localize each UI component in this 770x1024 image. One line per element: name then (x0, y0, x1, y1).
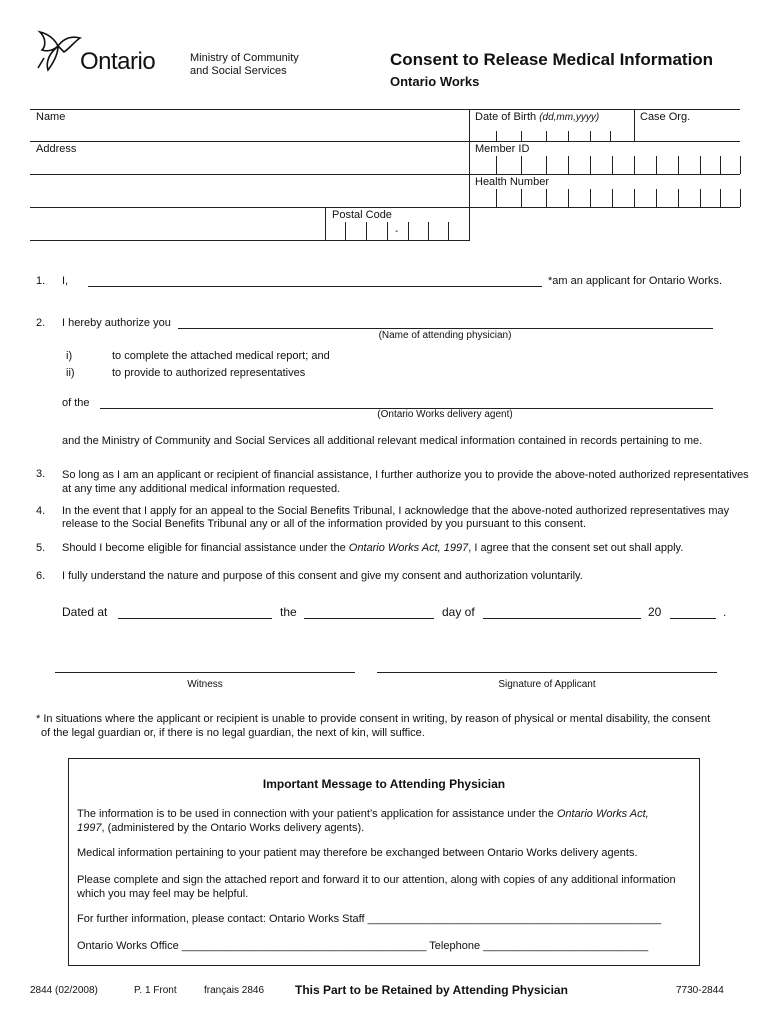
dob-label-text: Date of Birth (475, 111, 537, 123)
name-label: Name (36, 111, 66, 123)
message-p2: Medical information pertaining to your patient may therefore be exchanged between Ontario Works delivery agents. (77, 847, 638, 859)
item-1-i-label: I, (62, 275, 69, 287)
footer-code: 7730-2844 (676, 985, 724, 996)
trillium-icon (34, 28, 82, 74)
address-field[interactable] (30, 156, 468, 206)
item-4-text (62, 505, 729, 531)
item-2-number: 2. (36, 317, 46, 329)
roman-ii: ii) (66, 367, 75, 379)
of-the-label: of the (62, 397, 90, 409)
case-org-field[interactable] (635, 124, 739, 140)
footer-french: français 2846 (204, 985, 265, 996)
item-4-line1: In the event that I apply for an appeal to the Social Benefits Tribunal, I acknowledge that the above-noted authorized representatives may (62, 505, 730, 517)
message-p1-year: 1997 (77, 822, 102, 834)
day-field[interactable] (304, 618, 434, 619)
message-p4: For further information, please contact: Ontario Works Staff ________________________________________________ (77, 913, 662, 925)
day-of-label: day of (442, 605, 475, 619)
message-p3-line2: which you may feel may be helpful. (77, 888, 249, 900)
health-number-label: Health Number (475, 176, 549, 188)
item-1-text: *am an applicant for Ontario Works. (548, 275, 723, 287)
logo-text: Ontario (80, 48, 156, 75)
item-5-pre: Should I become eligible for financial assistance under the (62, 542, 349, 554)
footnote (36, 712, 710, 740)
dated-at-label: Dated at (62, 605, 108, 619)
the-label: the (280, 605, 297, 619)
footer-form-number: 2844 (02/2008) (30, 985, 98, 996)
footnote-line2: of the legal guardian or, if there is no legal guardian, the next of kin, will suffice. (41, 727, 425, 739)
roman-i: i) (66, 350, 73, 362)
page-subtitle: Ontario Works (390, 74, 480, 89)
page-title: Consent to Release Medical Information (390, 50, 714, 69)
item-3-line2: at any time any additional medical information requested. (62, 483, 341, 495)
message-p3-line1: Please complete and sign the attached report and forward it to our attention, along with copies of any additional information (77, 874, 676, 886)
item-4-number: 4. (36, 505, 46, 517)
ministry-name (190, 52, 299, 78)
item-3-line1: So long as I am an applicant or recipient of financial assistance, I further authorize you to provide the above-noted authorized representatives (62, 469, 749, 481)
physician-message-box (68, 758, 700, 966)
item-1-number: 1. (36, 275, 46, 287)
item-6-text: I fully understand the nature and purpose of this consent and give my consent and authorization voluntarily. (62, 570, 583, 582)
dated-period: . (723, 605, 727, 619)
item-5-post: , I agree that the consent set out shall apply. (468, 542, 684, 554)
item-2-text: I hereby authorize you (62, 317, 171, 329)
agent-caption: (Ontario Works delivery agent) (377, 409, 513, 420)
case-org-label: Case Org. (640, 111, 691, 123)
message-p3 (77, 873, 676, 901)
item-4-line2: release to the Social Benefits Tribunal any or all of the information provided by you pursuant to this consent. (62, 518, 587, 530)
postal-dash: - (395, 226, 399, 237)
dated-at-field[interactable] (118, 618, 272, 619)
year-prefix: 20 (648, 605, 662, 619)
applicant-signature-field[interactable] (377, 672, 717, 673)
message-p1-post: , (administered by the Ontario Works delivery agents). (101, 822, 365, 834)
message-title: Important Message to Attending Physician (262, 777, 506, 791)
month-field[interactable] (483, 618, 641, 619)
message-p1-pre: The information is to be used in connection with your patient’s application for assistance under the (77, 808, 557, 820)
member-id-label: Member ID (475, 143, 530, 155)
footnote-line1: * In situations where the applicant or recipient is unable to provide consent in writing, by reason of physical or mental disability, the consent (36, 713, 711, 725)
physician-name-field[interactable] (178, 328, 713, 329)
ministry-line2: and Social Services (190, 65, 287, 77)
item-3-text (62, 468, 749, 496)
witness-label: Witness (187, 679, 223, 690)
roman-i-text: to complete the attached medical report; and (112, 350, 330, 362)
message-p1-act: Ontario Works Act, (556, 808, 649, 820)
year-field[interactable] (670, 618, 716, 619)
name-field[interactable] (30, 124, 468, 140)
applicant-name-field[interactable] (88, 286, 542, 287)
footer-page: P. 1 Front (134, 985, 177, 996)
item-3-number: 3. (36, 468, 46, 480)
ministry-text: and the Ministry of Community and Social Services all additional relevant medical information contained in records pertaining to me. (62, 435, 703, 447)
dob-label (475, 111, 599, 123)
applicant-signature-label: Signature of Applicant (498, 679, 596, 690)
postal-code-label: Postal Code (332, 209, 392, 221)
item-5-act: Ontario Works Act, 1997 (348, 542, 469, 554)
footer-retained: This Part to be Retained by Attending Physician (295, 983, 568, 997)
message-p5: Ontario Works Office ________________________________________ Telephone ___________________________ (77, 940, 649, 952)
item-5-text (62, 542, 683, 554)
roman-ii-text: to provide to authorized representatives (112, 367, 306, 379)
ontario-logo (34, 28, 174, 78)
address-label: Address (36, 143, 77, 155)
witness-signature-field[interactable] (55, 672, 355, 673)
dob-format: (dd,mm,yyyy) (539, 112, 600, 123)
message-p1 (77, 807, 687, 835)
item-5-number: 5. (36, 542, 46, 554)
ministry-line1: Ministry of Community (190, 52, 299, 64)
physician-caption: (Name of attending physician) (378, 330, 512, 341)
item-6-number: 6. (36, 570, 46, 582)
